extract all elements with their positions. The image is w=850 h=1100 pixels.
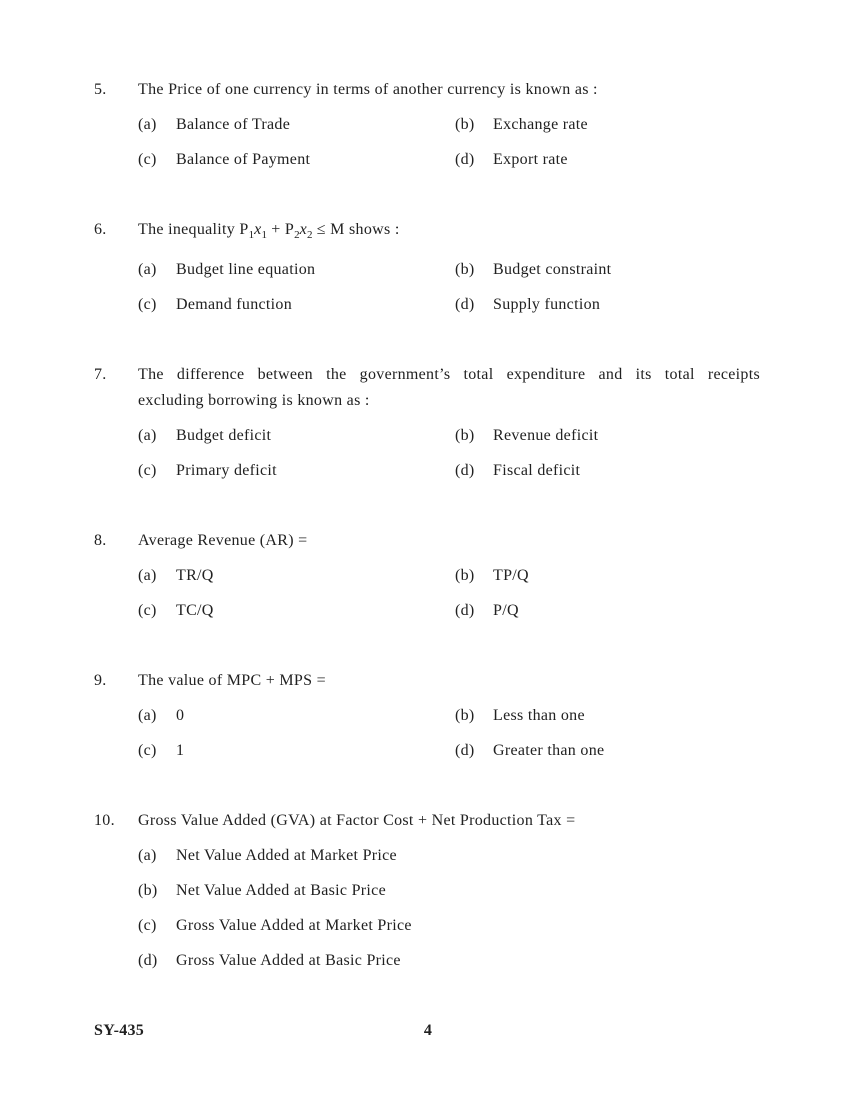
option-row (138, 843, 760, 869)
option-row (138, 948, 760, 974)
question-text: The Price of one currency in terms of another currency is known as : (138, 81, 598, 98)
option-label: (b) (455, 707, 475, 724)
question-body (138, 362, 760, 484)
question-9 (94, 668, 762, 764)
option-label: (a) (138, 427, 157, 444)
option-text: Export rate (493, 151, 568, 168)
option-label: (c) (138, 296, 157, 313)
option-label: (b) (455, 427, 475, 444)
question-number: 8. (94, 532, 107, 549)
option-text: Budget line equation (176, 261, 316, 278)
option-b (455, 423, 598, 449)
option-text: Balance of Trade (176, 116, 291, 133)
question-body (138, 808, 760, 974)
option-c (138, 292, 455, 318)
option-text: Gross Value Added at Basic Price (176, 952, 401, 969)
option-row (138, 913, 760, 939)
option-row (138, 563, 760, 589)
option-b (455, 563, 529, 589)
option-c (138, 913, 412, 939)
option-label: (d) (455, 602, 475, 619)
option-row (138, 598, 760, 624)
option-d (455, 147, 568, 173)
question-text: The value of MPC + MPS = (138, 672, 326, 689)
option-label: (a) (138, 707, 157, 724)
option-label: (a) (138, 116, 157, 133)
option-row (138, 257, 760, 283)
option-b (455, 703, 585, 729)
option-d (138, 948, 401, 974)
option-text: 0 (176, 707, 185, 724)
option-text: Fiscal deficit (493, 462, 581, 479)
option-text: Greater than one (493, 742, 605, 759)
option-label: (b) (138, 882, 158, 899)
question-6 (94, 217, 762, 318)
option-text: Demand function (176, 296, 293, 313)
question-text-line-1: The difference between the government’s total expenditure and its total receipts (138, 366, 760, 383)
option-label: (a) (138, 261, 157, 278)
option-d (455, 458, 580, 484)
option-label: (c) (138, 151, 157, 168)
option-c (138, 598, 455, 624)
option-a (138, 257, 455, 283)
question-text: Gross Value Added (GVA) at Factor Cost + Net Production Tax = (138, 812, 576, 829)
option-b (455, 257, 611, 283)
question-text: Average Revenue (AR) = (138, 532, 308, 549)
option-label: (d) (455, 742, 475, 759)
option-text: Budget deficit (176, 427, 272, 444)
question-7 (94, 362, 762, 484)
option-label: (b) (455, 116, 475, 133)
option-a (138, 703, 455, 729)
option-label: (d) (455, 151, 475, 168)
option-c (138, 458, 455, 484)
question-number: 10. (94, 812, 115, 829)
option-row (138, 703, 760, 729)
option-text: Less than one (493, 707, 585, 724)
option-text: P/Q (493, 602, 519, 619)
option-label: (d) (455, 296, 475, 313)
option-text: 1 (176, 742, 185, 759)
paper-code: SY-435 (94, 1022, 145, 1039)
option-label: (d) (455, 462, 475, 479)
question-number: 5. (94, 81, 107, 98)
page-footer (94, 1018, 762, 1044)
option-row (138, 738, 760, 764)
option-row (138, 458, 760, 484)
option-row (138, 112, 760, 138)
option-text: Balance of Payment (176, 151, 311, 168)
option-text: Revenue deficit (493, 427, 599, 444)
page-number: 4 (423, 1022, 433, 1039)
option-text: Exchange rate (493, 116, 588, 133)
question-number: 7. (94, 366, 107, 383)
option-text: TC/Q (176, 602, 214, 619)
option-d (455, 738, 604, 764)
question-5 (94, 77, 762, 173)
option-text: Net Value Added at Basic Price (176, 882, 386, 899)
option-label: (d) (138, 952, 158, 969)
option-d (455, 598, 519, 624)
question-10 (94, 808, 762, 974)
option-label: (c) (138, 742, 157, 759)
option-row (138, 147, 760, 173)
option-b (455, 112, 588, 138)
option-a (138, 423, 455, 449)
option-text: Supply function (493, 296, 601, 313)
question-body (138, 77, 760, 173)
option-text: Budget constraint (493, 261, 612, 278)
option-text: Net Value Added at Market Price (176, 847, 397, 864)
question-text-line-2: excluding borrowing is known as : (138, 392, 370, 409)
option-text: TR/Q (176, 567, 214, 584)
option-c (138, 738, 455, 764)
option-row (138, 423, 760, 449)
option-label: (b) (455, 567, 475, 584)
option-label: (c) (138, 462, 157, 479)
option-text: Gross Value Added at Market Price (176, 917, 412, 934)
question-8 (94, 528, 762, 624)
question-body (138, 217, 760, 318)
option-a (138, 843, 397, 869)
question-body (138, 528, 760, 624)
option-b (138, 878, 386, 904)
option-label: (b) (455, 261, 475, 278)
option-c (138, 147, 455, 173)
question-body (138, 668, 760, 764)
option-a (138, 563, 455, 589)
option-text: Primary deficit (176, 462, 277, 479)
option-label: (c) (138, 917, 157, 934)
question-text (138, 362, 760, 414)
option-d (455, 292, 600, 318)
option-label: (a) (138, 567, 157, 584)
question-number: 9. (94, 672, 107, 689)
question-number: 6. (94, 221, 107, 238)
option-label: (c) (138, 602, 157, 619)
option-row (138, 878, 760, 904)
option-text: TP/Q (493, 567, 529, 584)
question-text: The inequality $P_1x_1 + P_2x_2 \le M$ shows : (138, 221, 400, 241)
option-row (138, 292, 760, 318)
option-label: (a) (138, 847, 157, 864)
option-a (138, 112, 455, 138)
